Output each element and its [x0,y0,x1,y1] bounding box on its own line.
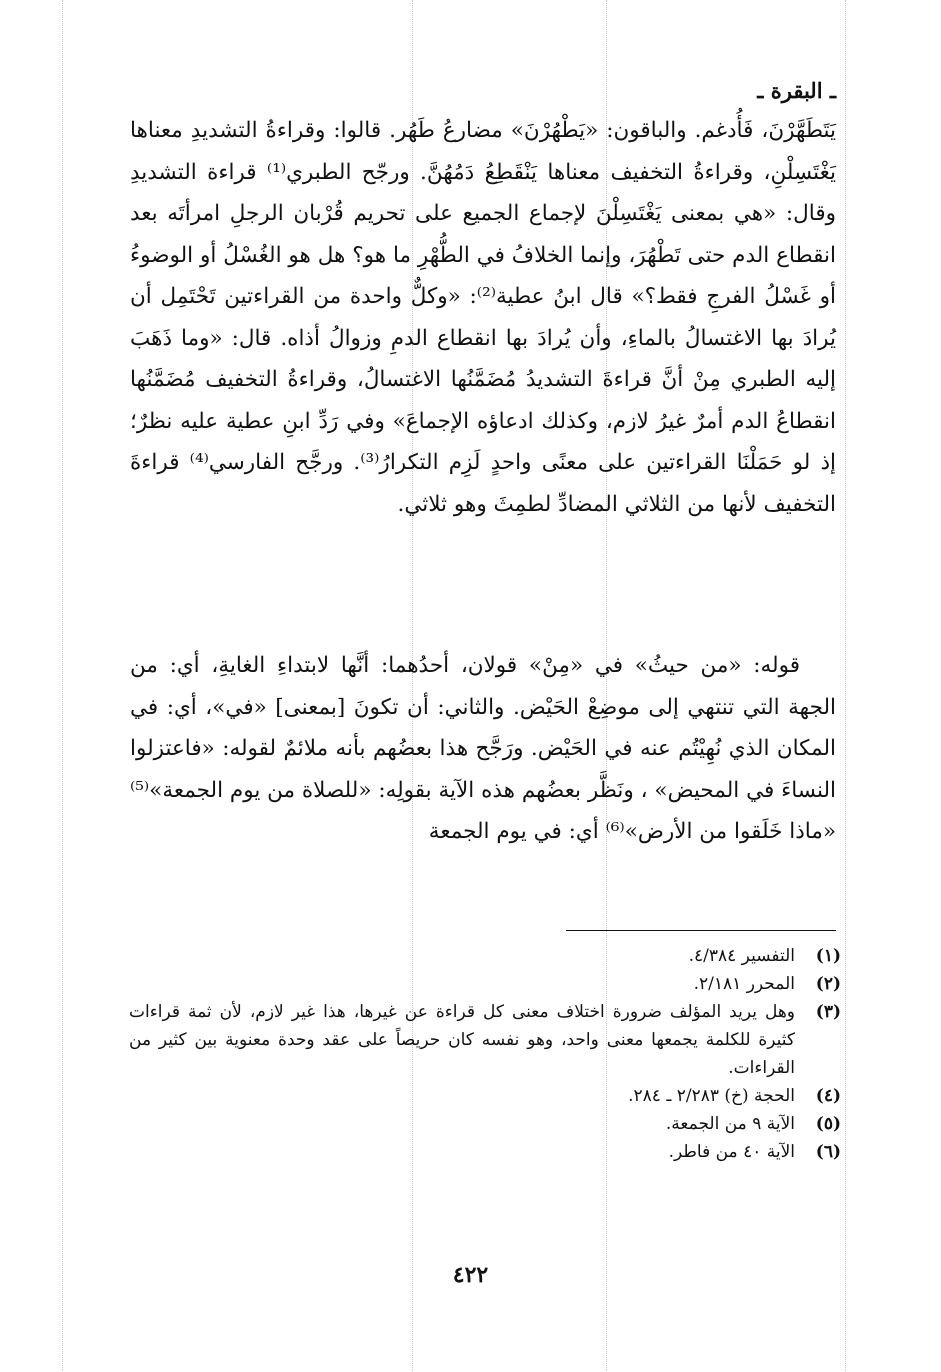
footnote-number: (٢) [815,974,841,994]
footnote [129,1110,841,1138]
footnote [129,1082,841,1110]
footnote-separator [566,930,836,931]
footnote-number: (٤) [815,1086,841,1106]
footnote-text: وهل يريد المؤلف ضرورة اختلاف معنى كل قراءة عن غيرها، هذا غير لازم، لأن ثمة قراءات كثيرة للكلمة يجمعها معنى واحد، وهو نفسه كان حريصاً على عقد وحدة معنوية بين كثير من القراءات. [129,1002,795,1078]
footnote-text: الحجة (خ) ٢/٢٨٣ ـ ٢٨٤. [628,1086,795,1106]
scan-line [62,0,63,1372]
footnote-number: (١) [815,946,841,966]
footnotes-list [129,942,841,1166]
footnote [129,942,841,970]
footnote [129,970,841,998]
footnote-number: (٥) [815,1114,841,1134]
running-head: ـ البقرة ـ [757,78,836,103]
footnote-number: (٦) [815,1142,841,1162]
body-paragraph: يَتَطَهَّرْنَ، فَأُدغم. والباقون: «يَطْهُرْنَ» مضارعُ طَهُر. قالوا: وقراءةُ التشديدِ معناها يَغْتَسِلْنِ، وقراءةُ التخفيف معناها يَنْقَطِعُ دَمُهُنَّ. ورجّح الطبري⁽¹⁾ قراءة التشديدِ وقال: «هي بمعنى يَغْتَسِلْنَ لإجماع الجميع على تحريم قُرْبان الرجلِ امرأتَه بعد انقطاع الدم حتى تَطْهُرَ، وإنما الخلافُ في الطُّهْرِ ما هو؟ هل هو الغُسْلُ أو الوضوءُ أو غَسْلُ الفرجِ فقط؟» قال ابنُ عطية⁽²⁾: «وكلٌّ واحدة من القراءتين تَحْتَمِل أن يُرادَ بها الاغتسالُ بالماءِ، وأن يُرادَ بها انقطاع الدمِ وزوالُ أذاه. قال: «وما ذَهَبَ إليه الطبري مِنْ أنَّ قراءةَ التشديدُ مُضَمَّنُها الاغتسالُ، وقراءةُ التخفيف مُضَمَّنُها انقطاعُ الدم أمرٌ غيرُ لازم، وكذلك ادعاؤه الإجماعَ» وفي رَدِّ ابنِ عطية عليه نظرٌ؛ إذ لو حَمَلْنَا القراءتين على معنًى واحدٍ لَزِم التكرارُ⁽³⁾. ورجَّح الفارسي⁽⁴⁾ قراءةَ التخفيف لأنها من الثلاثي المضادِّ لطمِثَ وهو ثلاثي. [130,118,836,517]
page-number: ٤٢٢ [452,1262,489,1288]
scan-line [845,0,846,1372]
footnote-text: الآية ٤٠ من فاطر. [668,1142,795,1162]
footnote [129,1138,841,1166]
footnote [129,998,841,1082]
footnote-number: (٣) [815,1002,841,1022]
footnote-text: الآية ٩ من الجمعة. [665,1114,795,1134]
body-paragraph: قوله: «من حيثُ» في «مِنْ» قولان، أحدُهما: أنَّها لابتداءِ الغايةِ، أي: من الجهة التي تنتهي إلى موضِعْ الحَيْض. والثاني: أن تكونَ [بمعنى] «في»، أي: في المكان الذي نُهِيْتُم عنه في الحَيْض. ورَجَّح هذا بعضُهم بأنه ملائمٌ لقوله: «فاعتزلوا النساءَ في المحيض» ، ونَظَّر بعضُهم هذه الآية بقولِه: «للصلاة من يوم الجمعة»⁽⁵⁾ «ماذا خَلَقوا من الأرض»⁽⁶⁾ أي: في يوم الجمعة [130,653,836,844]
footnote-text: المحرر ٢/١٨١. [693,974,795,994]
footnote-text: التفسير ٤/٣٨٤. [688,946,795,966]
